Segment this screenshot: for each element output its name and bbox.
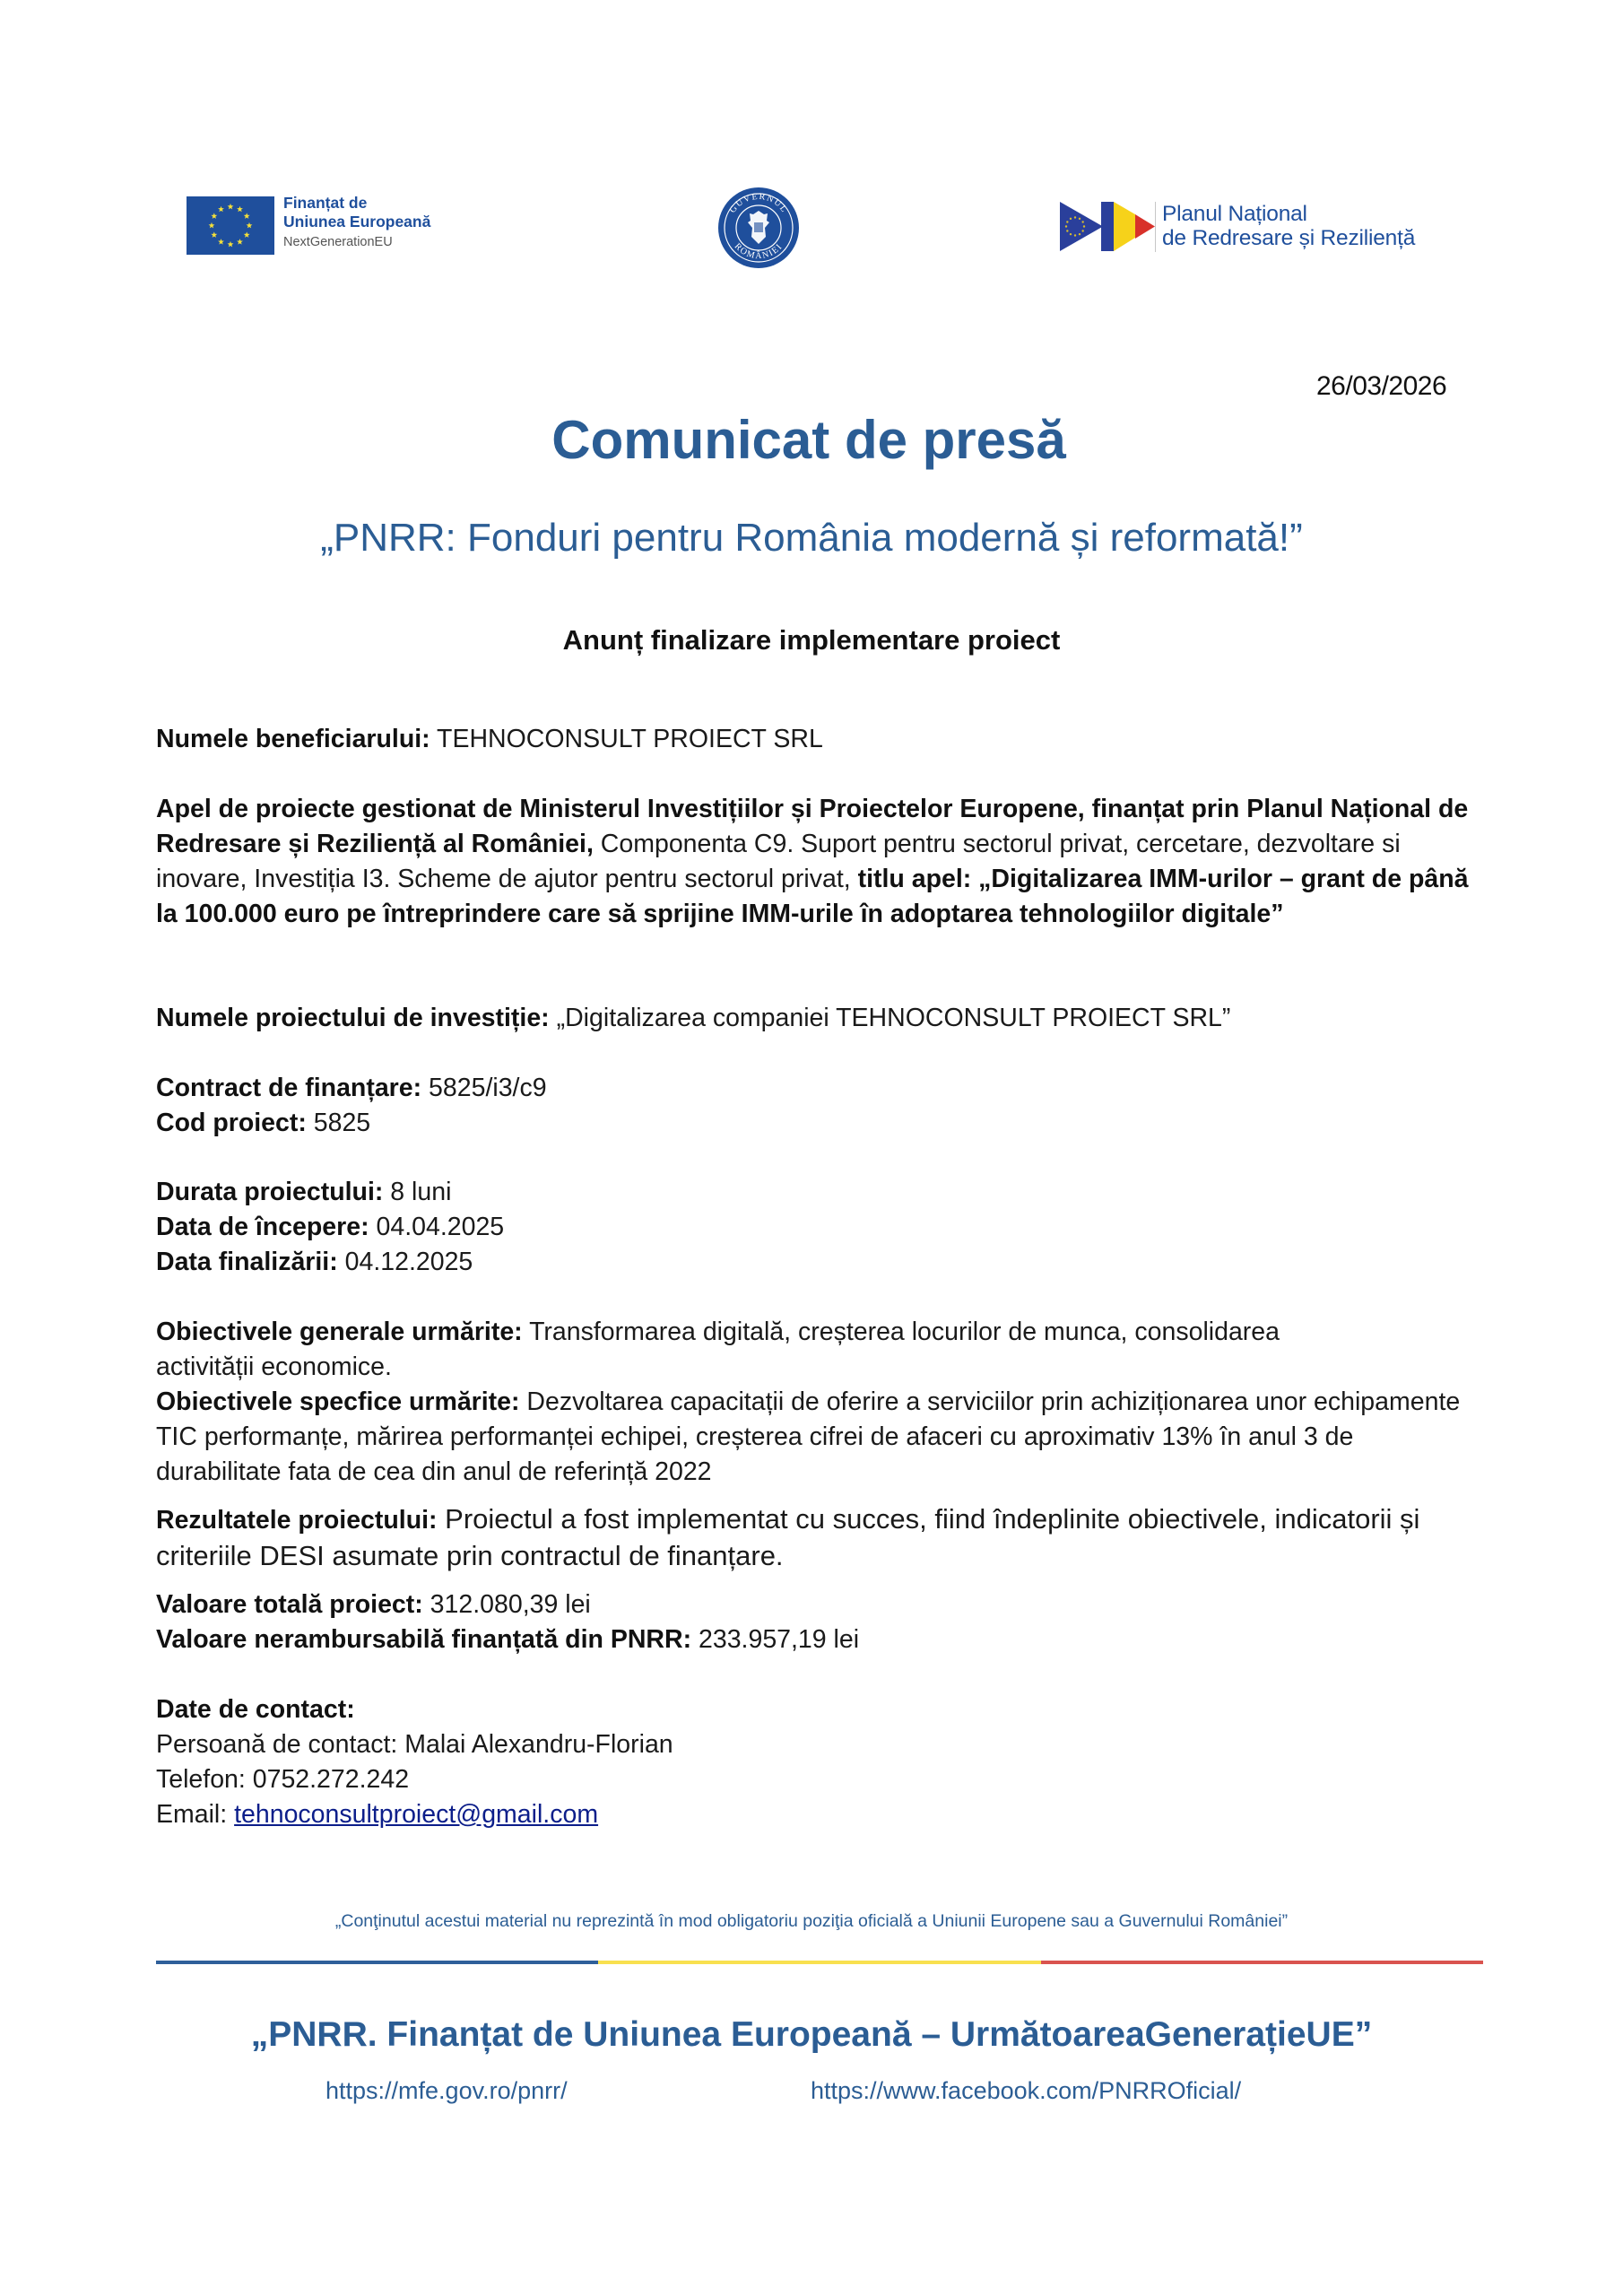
pnrr-star	[1066, 221, 1068, 222]
eu-star	[211, 213, 217, 219]
romanian-government-seal-icon	[717, 187, 800, 269]
contract-line	[156, 1071, 1483, 1106]
eu-funding-logo-text	[283, 194, 430, 252]
pnrr-star	[1083, 225, 1085, 227]
footer-link-mfe[interactable]: https://mfe.gov.ro/pnrr/	[325, 2077, 568, 2104]
total-value-label: Valoare totală proiect:	[156, 1590, 423, 1619]
contact-phone: Telefon: 0752.272.242	[156, 1765, 410, 1794]
eu-star	[218, 206, 224, 213]
eu-star	[209, 222, 215, 229]
specific-objectives-value: Dezvoltarea capacitații de oferire a serviciilor prin achiziționarea unor echipamente TIC performanțe, mărirea performanței echipei, creșterea cifrei de afaceri cu aproximativ 13% în anul 3 de durabilitate fata de cea din anul de referință 2022	[156, 1387, 1461, 1486]
call-intro: Apel de proiecte gestionat de Ministerul Investițiilor și Proiectelor Europene, finanțat prin Planul Național de Redresare și Reziliență al României,	[156, 795, 1469, 858]
end-date-line	[156, 1245, 1483, 1280]
end-date-label: Data finalizării:	[156, 1248, 338, 1276]
eu-logo-line2: Uniunea Europeană	[283, 213, 431, 230]
contact-email-link[interactable]: tehnoconsultproiect@gmail.com	[234, 1800, 599, 1829]
general-objectives	[156, 1315, 1340, 1385]
total-value-line	[156, 1587, 1483, 1622]
eu-star	[218, 239, 224, 245]
beneficiary-label: Numele beneficiarului:	[156, 725, 430, 753]
tricolor-blue	[156, 1961, 598, 1964]
seal-top-text: GUVERNUL	[727, 191, 790, 215]
project-name-line	[156, 1001, 1483, 1036]
document-date: 26/03/2026	[1316, 371, 1447, 401]
general-objectives-value: Transformarea digitală, creșterea locurilor de munca, consolidarea activității economice.	[156, 1318, 1280, 1381]
total-value-amount: 312.080,39 lei	[422, 1590, 591, 1619]
eu-star	[247, 222, 253, 229]
start-date-line	[156, 1210, 1483, 1245]
contract-value: 5825/i3/c9	[421, 1074, 547, 1102]
contract-label: Contract de finanțare:	[156, 1074, 422, 1102]
tricolor-yellow	[598, 1961, 1040, 1964]
page-subtitle	[0, 516, 1623, 561]
project-name-label: Numele proiectului de investiție:	[156, 1004, 550, 1032]
results-value: Proiectul a fost implementat cu succes, fiind îndeplinite obiectivele, indicatorii și criteriile DESI asumate prin contractul de finanțare.	[156, 1503, 1420, 1571]
contact-heading: Date de contact:	[156, 1695, 355, 1724]
values-block	[156, 1587, 1483, 1657]
pnrr-star	[1066, 230, 1068, 231]
pnrr-star	[1081, 230, 1083, 231]
duration-line	[156, 1175, 1483, 1210]
pnrr-logo-text	[1162, 202, 1415, 250]
contact-person: Persoană de contact: Malai Alexandru-Florian	[156, 1730, 673, 1759]
announcement-heading-text: Anunț finalizare implementare proiect	[562, 624, 1061, 656]
grant-value-line	[156, 1622, 1483, 1657]
end-date-value: 04.12.2025	[337, 1248, 473, 1276]
specific-objectives-label: Obiectivele specfice urmărite:	[156, 1387, 520, 1416]
project-name-value: „Digitalizarea companiei TEHNOCONSULT PROIECT SRL”	[549, 1004, 1231, 1032]
eu-star	[237, 206, 243, 213]
announcement-heading	[0, 624, 1623, 657]
contact-email-line	[156, 1797, 1483, 1832]
duration-value: 8 luni	[383, 1178, 452, 1206]
beneficiary-line	[156, 722, 1483, 757]
general-objectives-label: Obiectivele generale urmărite:	[156, 1318, 523, 1346]
eu-star	[237, 239, 243, 245]
grant-value-label: Valoare nerambursabilă finanțată din PNRR:	[156, 1625, 692, 1654]
pnrr-star	[1070, 218, 1072, 220]
footer-link-facebook[interactable]: https://www.facebook.com/PNRROficial/	[811, 2077, 1242, 2104]
pnrr-star	[1074, 234, 1076, 236]
specific-objectives	[156, 1385, 1474, 1490]
eu-logo-line1: Finanțat de	[283, 194, 368, 212]
footer-slogan: „PNRR. Finanțat de Uniunea Europeană – UrmătoareaGenerațieUE”	[250, 2015, 1373, 2054]
pnrr-star	[1065, 225, 1067, 227]
project-code-value: 5825	[306, 1109, 371, 1137]
eu-logo-line3: NextGenerationEU	[283, 235, 393, 249]
pnrr-star	[1070, 233, 1072, 235]
beneficiary-value: TEHNOCONSULT PROIECT SRL	[430, 725, 823, 753]
duration-label: Durata proiectului:	[156, 1178, 384, 1206]
eu-star	[244, 213, 250, 219]
pnrr-logo-divider	[1155, 202, 1156, 252]
pnrr-star	[1081, 221, 1083, 222]
pnrr-star	[1079, 218, 1081, 220]
results-label: Rezultatele proiectului:	[156, 1506, 438, 1535]
results	[156, 1501, 1483, 1575]
grant-value-amount: 233.957,19 lei	[691, 1625, 860, 1654]
eu-disclaimer: „Conţinutul acestui material nu reprezintă în mod obligatoriu poziţia oficială a Uniunii Europene sau a Guvernului României”	[334, 1911, 1289, 1931]
eu-star	[244, 231, 250, 238]
pnrr-star	[1079, 233, 1081, 235]
pnrr-arrows-icon	[1060, 202, 1155, 251]
page-title	[0, 409, 1623, 471]
eu-flag-icon	[187, 196, 274, 255]
call-description: Componenta C9. Suport pentru sectorul privat, cercetare, dezvoltare si inovare, Investiția I3. Scheme de ajutor pentru sectorul privat,	[156, 830, 1401, 893]
eu-star	[211, 231, 217, 238]
contract-block	[156, 1071, 1483, 1141]
pnrr-logo-line1: Planul Național	[1162, 202, 1307, 226]
seal-bottom-text: ROMÂNIEI	[732, 241, 785, 262]
tricolor-divider	[156, 1961, 1483, 1964]
contact-block	[156, 1692, 1483, 1832]
eu-star	[228, 204, 234, 210]
project-code-line	[156, 1106, 1483, 1141]
duration-block	[156, 1175, 1483, 1280]
eu-stars-icon	[187, 196, 274, 255]
page-subtitle-text: „PNRR: Fonduri pentru România modernă și reformată!”	[320, 516, 1303, 560]
eu-star	[228, 241, 234, 248]
pnrr-logo-line2: de Redresare și Reziliență	[1162, 226, 1416, 250]
call-paragraph	[156, 792, 1483, 932]
page-title-text: Comunicat de presă	[551, 410, 1066, 470]
tricolor-red	[1041, 1961, 1483, 1964]
start-date-value: 04.04.2025	[369, 1213, 505, 1241]
contact-email-label: Email:	[156, 1800, 235, 1829]
project-code-label: Cod proiect:	[156, 1109, 307, 1137]
pnrr-star	[1074, 216, 1076, 218]
call-title: titlu apel: „Digitalizarea IMM-urilor – grant de până la 100.000 euro pe întreprindere care să sprijine IMM-urile în adoptarea tehnologiilor digitale”	[156, 865, 1469, 928]
start-date-label: Data de începere:	[156, 1213, 369, 1241]
